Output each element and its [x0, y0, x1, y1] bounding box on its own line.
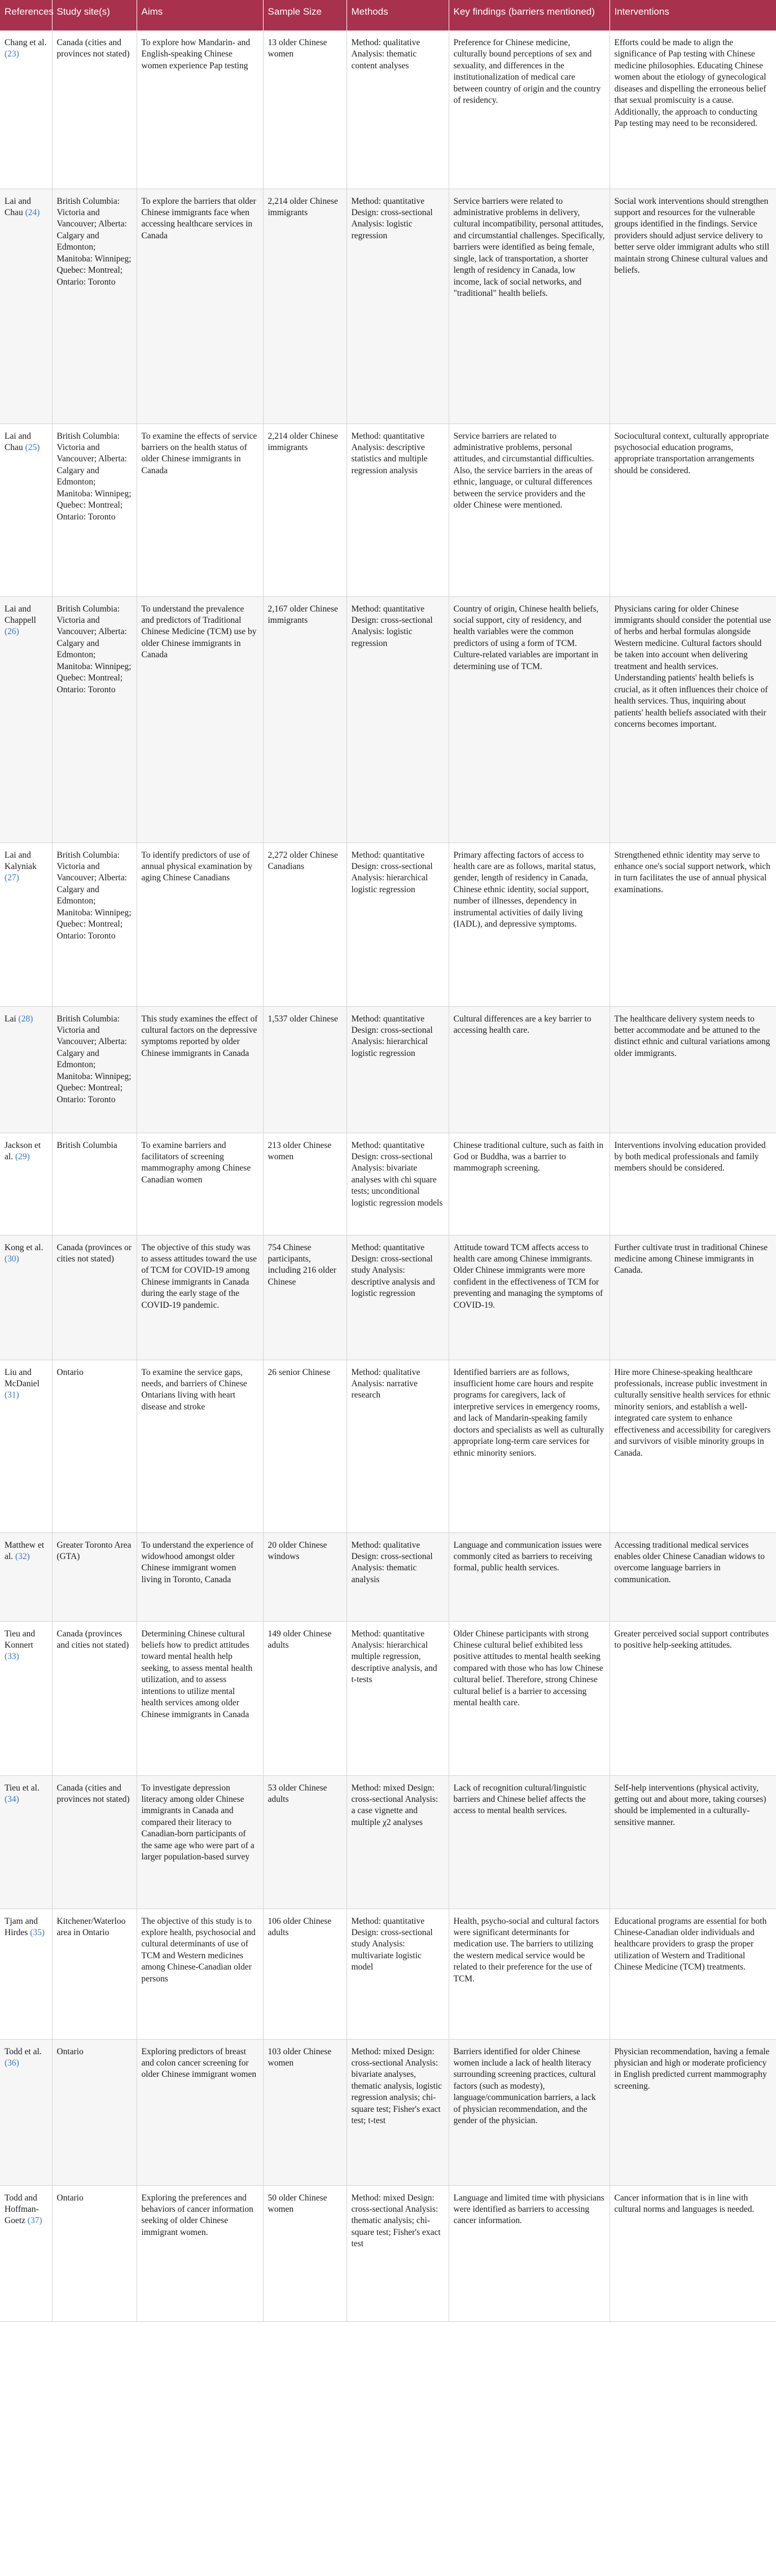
header-study-sites: Study site(s)	[52, 0, 137, 30]
cell-study-site: Kitchener/Waterloo area in Ontario	[52, 1909, 137, 2039]
citation-link[interactable]: (29)	[15, 1151, 30, 1162]
reference-name: Lai and Kalyniak	[5, 850, 37, 871]
cell-key-findings: Identified barriers are as follows, insufficient home care hours and respite programs for caregivers, lack of interpretive services in emergency rooms, and lack of Mandarin-speaking family doctors and specialists as well as culturally appropriate long-term care services for ethnic minority seniors.	[449, 1360, 610, 1532]
citation-link[interactable]: (32)	[15, 1551, 30, 1561]
table-header	[0, 0, 776, 30]
cell-study-site: Canada (cities and provinces not stated)	[52, 1775, 137, 1909]
cell-reference	[0, 189, 52, 423]
header-methods: Methods	[347, 0, 449, 30]
citation-link[interactable]: (30)	[5, 1254, 19, 1264]
cell-methods: Method: quantitative Design: cross-sectional Analysis: hierarchical logistic regression	[347, 842, 449, 1006]
cell-methods: Method: quantitative Design: cross-sectional Analysis: bivariate analyses with chi square tests; unconditional logistic regression models	[347, 1133, 449, 1235]
table-row	[0, 30, 776, 189]
table-row	[0, 1909, 776, 2039]
cell-aims: To explore the barriers that older Chinese immigrants face when accessing healthcare services in Canada	[137, 189, 263, 423]
cell-key-findings: Older Chinese participants with strong Chinese cultural belief exhibited less positive attitudes to mental health seeking compared with those who has low Chinese cultural belief. Therefore, strong Chinese cultural belief is a barrier to accessing mental health care.	[449, 1621, 610, 1775]
citation-link[interactable]: (33)	[5, 1652, 19, 1662]
table-row	[0, 596, 776, 842]
cell-study-site: Ontario	[52, 1360, 137, 1532]
reference-name: Lai and Chau	[5, 196, 31, 217]
cell-aims: The objective of this study was to assess attitudes toward the use of TCM for COVID-19 among Chinese immigrants in Canada during the early stage of the COVID-19 pandemic.	[137, 1235, 263, 1360]
cell-interventions: Greater perceived social support contributes to positive help-seeking attitudes.	[610, 1621, 776, 1775]
table-row	[0, 1360, 776, 1532]
cell-sample-size: 2,167 older Chinese immigrants	[263, 596, 347, 842]
cell-interventions: Sociocultural context, culturally appropriate psychosocial education programs, appropriate transportation arrangements should be considered.	[610, 423, 776, 596]
header-references: References	[0, 0, 52, 30]
cell-aims: The objective of this study is to explore health, psychosocial and cultural determinants of use of TCM and Western medicines among Chinese-Canadian older persons	[137, 1909, 263, 2039]
cell-reference	[0, 1006, 52, 1133]
cell-methods: Method: quantitative Design: cross-sectional Analysis: logistic regression	[347, 189, 449, 423]
cell-sample-size: 53 older Chinese adults	[263, 1775, 347, 1909]
cell-sample-size: 2,214 older Chinese immigrants	[263, 423, 347, 596]
cell-interventions: Physicians caring for older Chinese immigrants should consider the potential use of herbs and herbal formulas alongside Western medicine. Cultural factors should be taken into account when delivering treatment and health services. Understanding patients' health beliefs is crucial, as it often influences their choice of health services. Thus, inquiring about patients' health beliefs associated with their concerns becomes important.	[610, 596, 776, 842]
reference-name: Lai	[5, 1014, 16, 1024]
table-row	[0, 1621, 776, 1775]
cell-methods: Method: quantitative Design: cross-sectional study Analysis: multivariate logistic model	[347, 1909, 449, 2039]
cell-sample-size: 149 older Chinese adults	[263, 1621, 347, 1775]
cell-interventions: Social work interventions should strengthen support and resources for the vulnerable groups identified in the findings. Service providers should adjust service delivery to better serve older immigrant adults who still maintain strong Chinese cultural values and beliefs.	[610, 189, 776, 423]
reference-name: Liu and McDaniel	[5, 1367, 40, 1389]
cell-interventions: Educational programs are essential for both Chinese-Canadian older individuals and healthcare providers to grasp the proper utilization of Western and Traditional Chinese Medicine (TCM) treatments.	[610, 1909, 776, 2039]
cell-reference	[0, 1909, 52, 2039]
cell-methods: Method: mixed Design: cross-sectional Analysis: a case vignette and multiple χ2 analyses	[347, 1775, 449, 1909]
citation-link[interactable]: (23)	[5, 49, 19, 59]
cell-reference	[0, 1133, 52, 1235]
reference-name: Matthew et al.	[5, 1540, 45, 1561]
cell-methods: Method: qualitative Analysis: narrative research	[347, 1360, 449, 1532]
cell-sample-size: 2,214 older Chinese immigrants	[263, 189, 347, 423]
table-row	[0, 1006, 776, 1133]
table-row	[0, 2185, 776, 2321]
cell-sample-size: 2,272 older Chinese Canadians	[263, 842, 347, 1006]
cell-reference	[0, 1775, 52, 1909]
cell-study-site: Ontario	[52, 2185, 137, 2321]
cell-aims: To understand the prevalence and predictors of Traditional Chinese Medicine (TCM) use by older Chinese immigrants in Canada	[137, 596, 263, 842]
reference-name: Tjam and Hirdes	[5, 1916, 38, 1937]
citation-link[interactable]: (35)	[30, 1927, 45, 1937]
header-key-findings: Key findings (barriers mentioned)	[449, 0, 610, 30]
cell-sample-size: 1,537 older Chinese	[263, 1006, 347, 1133]
table-row	[0, 1133, 776, 1235]
cell-study-site: British Columbia: Victoria and Vancouver; Alberta: Calgary and Edmonton; Manitoba: Winnipeg; Quebec: Montreal; Ontario: Toronto	[52, 842, 137, 1006]
table-row	[0, 842, 776, 1006]
cell-aims: To examine the effects of service barriers on the health status of older Chinese immigrants in Canada	[137, 423, 263, 596]
cell-reference	[0, 1235, 52, 1360]
cell-key-findings: Chinese traditional culture, such as faith in God or Buddha, was a barrier to mammograph screening.	[449, 1133, 610, 1235]
cell-key-findings: Language and communication issues were commonly cited as barriers to receiving formal, public health services.	[449, 1532, 610, 1621]
table-row	[0, 189, 776, 423]
reference-name: Todd et al.	[5, 2046, 42, 2057]
cell-key-findings: Primary affecting factors of access to health care are as follows, marital status, gender, length of residency in Canada, Chinese ethnic identity, social support, number of illnesses, dependency in instrumental activities of daily living (IADL), and depressive symptoms.	[449, 842, 610, 1006]
cell-sample-size: 13 older Chinese women	[263, 30, 347, 189]
cell-reference	[0, 596, 52, 842]
cell-aims: Determining Chinese cultural beliefs how to predict attitudes toward mental health help seeking, to assess mental health utilization, and to assess intentions to utilize mental health services among older Chinese immigrants in Canada	[137, 1621, 263, 1775]
cell-study-site: Greater Toronto Area (GTA)	[52, 1532, 137, 1621]
cell-reference	[0, 423, 52, 596]
reference-name: Chang et al.	[5, 38, 47, 47]
table-row	[0, 2039, 776, 2185]
citation-link[interactable]: (37)	[27, 2216, 42, 2226]
cell-methods: Method: quantitative Analysis: descriptive statistics and multiple regression analysis	[347, 423, 449, 596]
cell-reference	[0, 1360, 52, 1532]
table-row	[0, 1235, 776, 1360]
cell-interventions: Further cultivate trust in traditional Chinese medicine among Chinese immigrants in Canada.	[610, 1235, 776, 1360]
cell-study-site: Canada (provinces and cities not stated)	[52, 1621, 137, 1775]
header-interventions: Interventions	[610, 0, 776, 30]
cell-reference	[0, 2039, 52, 2185]
cell-sample-size: 103 older Chinese women	[263, 2039, 347, 2185]
cell-methods: Method: mixed Design: cross-sectional Analysis: thematic analysis; chi-square test; Fisher's exact test	[347, 2185, 449, 2321]
header-row	[0, 0, 776, 30]
citation-link[interactable]: (26)	[5, 627, 19, 637]
reference-name: Tieu et al.	[5, 1783, 40, 1793]
cell-study-site: British Columbia: Victoria and Vancouver; Alberta: Calgary and Edmonton; Manitoba: Winnipeg; Quebec: Montreal; Ontario: Toronto	[52, 596, 137, 842]
cell-aims: Exploring predictors of breast and colon cancer screening for older Chinese immigrant women	[137, 2039, 263, 2185]
table-row	[0, 1775, 776, 1909]
cell-key-findings: Language and limited time with physicians were identified as barriers to accessing cancer information.	[449, 2185, 610, 2321]
cell-interventions: Self-help interventions (physical activity, getting out and about more, taking courses) should be implemented in a culturally-sensitive manner.	[610, 1775, 776, 1909]
cell-interventions: Cancer information that is in line with cultural norms and languages is needed.	[610, 2185, 776, 2321]
reference-name: Jackson et al.	[5, 1140, 41, 1162]
header-sample-size: Sample Size	[263, 0, 347, 30]
cell-methods: Method: qualitative Design: cross-sectional Analysis: thematic analysis	[347, 1532, 449, 1621]
reference-name: Lai and Chau	[5, 431, 31, 452]
cell-reference	[0, 842, 52, 1006]
cell-sample-size: 754 Chinese participants, including 216 older Chinese	[263, 1235, 347, 1360]
cell-aims: To explore how Mandarin- and English-speaking Chinese women experience Pap testing	[137, 30, 263, 189]
cell-aims: Exploring the preferences and behaviors of cancer information seeking of older Chinese immigrant women.	[137, 2185, 263, 2321]
cell-reference	[0, 30, 52, 189]
cell-aims: To understand the experience of widowhood amongst older Chinese immigrant women living in Toronto, Canada	[137, 1532, 263, 1621]
cell-methods: Method: quantitative Design: cross-sectional study Analysis: descriptive analysis and logistic regression	[347, 1235, 449, 1360]
cell-aims: To examine the service gaps, needs, and barriers of Chinese Ontarians living with heart disease and stroke	[137, 1360, 263, 1532]
header-aims: Aims	[137, 0, 263, 30]
cell-sample-size: 106 older Chinese adults	[263, 1909, 347, 2039]
citation-link[interactable]: (31)	[5, 1390, 19, 1400]
cell-key-findings: Barriers identified for older Chinese women include a lack of health literacy surrounding screening practices, cultural factors (such as modesty), language/communication barriers, a lack of physician recommendation, and the gender of the physician.	[449, 2039, 610, 2185]
cell-methods: Method: qualitative Analysis: thematic content analyses	[347, 30, 449, 189]
table-row	[0, 1532, 776, 1621]
citation-link[interactable]: (36)	[5, 2058, 19, 2068]
cell-key-findings: Preference for Chinese medicine, culturally bound perceptions of sex and sexuality, and differences in the institutionalization of medical care between country of origin and the country of residency.	[449, 30, 610, 189]
cell-sample-size: 213 older Chinese women	[263, 1133, 347, 1235]
cell-methods: Method: quantitative Analysis: hierarchical multiple regression, descriptive analysis, and t-tests	[347, 1621, 449, 1775]
cell-interventions: Interventions involving education provided by both medical professionals and family members should be considered.	[610, 1133, 776, 1235]
cell-study-site: Canada (provinces or cities not stated)	[52, 1235, 137, 1360]
cell-reference	[0, 1532, 52, 1621]
cell-interventions: Accessing traditional medical services enables older Chinese Canadian widows to overcome language barriers in communication.	[610, 1532, 776, 1621]
citation-link[interactable]: (25)	[25, 442, 40, 452]
cell-study-site: British Columbia: Victoria and Vancouver; Alberta: Calgary and Edmonton; Manitoba: Winnipeg; Quebec: Montreal; Ontario: Toronto	[52, 423, 137, 596]
cell-reference	[0, 2185, 52, 2321]
cell-aims: To examine barriers and facilitators of screening mammography among Chinese Canadian women	[137, 1133, 263, 1235]
cell-study-site: Canada (cities and provinces not stated)	[52, 30, 137, 189]
citation-link[interactable]: (34)	[5, 1794, 19, 1804]
cell-study-site: British Columbia: Victoria and Vancouver; Alberta: Calgary and Edmonton; Manitoba: Winnipeg; Quebec: Montreal; Ontario: Toronto	[52, 1006, 137, 1133]
cell-key-findings: Cultural differences are a key barrier to accessing health care.	[449, 1006, 610, 1133]
reference-name: Todd and Hoffman-Goetz	[5, 2193, 39, 2226]
cell-sample-size: 26 senior Chinese	[263, 1360, 347, 1532]
cell-interventions: Hire more Chinese-speaking healthcare professionals, increase public investment in culturally sensitive health services for ethnic minority seniors, and establish a well-integrated care system to enhance effectiveness and accessibility for caregivers and survivors of visible minority groups in Canada.	[610, 1360, 776, 1532]
table-body	[0, 30, 776, 2321]
cell-interventions: Strengthened ethnic identity may serve to enhance one's social support network, which in turn facilitates the use of annual physical examinations.	[610, 842, 776, 1006]
cell-aims: To investigate depression literacy among older Chinese immigrants in Canada and compared their literacy to Canadian-born participants of the same age who were part of a larger population-based survey	[137, 1775, 263, 1909]
cell-key-findings: Service barriers were related to administrative problems in delivery, cultural incompatibility, personal attitudes, and circumstantial challenges. Specifically, barriers were identified as being female, single, lack of transportation, a shorter length of residency in Canada, low income, lack of social networks, and "traditional" health beliefs.	[449, 189, 610, 423]
citation-link[interactable]: (28)	[18, 1014, 33, 1024]
reference-name: Kong et al.	[5, 1242, 43, 1252]
cell-interventions: The healthcare delivery system needs to better accommodate and be attuned to the distinct ethnic and cultural variations among older immigrants.	[610, 1006, 776, 1133]
cell-sample-size: 20 older Chinese windows	[263, 1532, 347, 1621]
cell-sample-size: 50 older Chinese women	[263, 2185, 347, 2321]
cell-study-site: Ontario	[52, 2039, 137, 2185]
cell-interventions: Efforts could be made to align the significance of Pap testing with Chinese medicine philosophies. Educating Chinese women about the etiology of gynecological diseases and dispelling the erroneous belief that sexual promiscuity is a cause. Additionally, the approach to conducting Pap testing may need to be reconsidered.	[610, 30, 776, 189]
cell-methods: Method: mixed Design: cross-sectional Analysis: bivariate analyses, thematic analysis, logistic regression analysis; chi-square test; Fisher's exact test; t-test	[347, 2039, 449, 2185]
cell-study-site: British Columbia: Victoria and Vancouver; Alberta: Calgary and Edmonton; Manitoba: Winnipeg; Quebec: Montreal; Ontario: Toronto	[52, 189, 137, 423]
table-row	[0, 423, 776, 596]
cell-methods: Method: quantitative Design: cross-sectional Analysis: logistic regression	[347, 596, 449, 842]
cell-key-findings: Health, psycho-social and cultural factors were significant determinants for medication use. The barriers to utilizing the western medical service would be related to their preference for the use of TCM.	[449, 1909, 610, 2039]
cell-interventions: Physician recommendation, having a female physician and high or moderate proficiency in English predicted current mammography screening.	[610, 2039, 776, 2185]
citation-link[interactable]: (24)	[25, 207, 40, 217]
cell-aims: This study examines the effect of cultural factors on the depressive symptoms reported by older Chinese immigrants in Canada	[137, 1006, 263, 1133]
cell-key-findings: Attitude toward TCM affects access to health care among Chinese immigrants. Older Chinese immigrants were more confident in the effectiveness of TCM for preventing and managing the symptoms of COVID-19.	[449, 1235, 610, 1360]
cell-methods: Method: quantitative Design: cross-sectional Analysis: hierarchical logistic regression	[347, 1006, 449, 1133]
citation-link[interactable]: (27)	[5, 873, 19, 883]
cell-key-findings: Service barriers are related to administrative problems, personal attitudes, and circumstantial difficulties. Also, the service barriers in the areas of ethnic, language, or cultural differences between the service providers and the older Chinese were mentioned.	[449, 423, 610, 596]
cell-key-findings: Lack of recognition cultural/linguistic barriers and Chinese belief affects the access to mental health services.	[449, 1775, 610, 1909]
cell-reference	[0, 1621, 52, 1775]
cell-key-findings: Country of origin, Chinese health beliefs, social support, city of residency, and health variables were the common predictors of using a form of TCM. Culture-related variables are important in determining use of TCM.	[449, 596, 610, 842]
reference-name: Lai and Chappell	[5, 604, 36, 625]
reference-name: Tieu and Konnert	[5, 1628, 36, 1650]
cell-study-site: British Columbia	[52, 1133, 137, 1235]
cell-aims: To identify predictors of use of annual physical examination by aging Chinese Canadians	[137, 842, 263, 1006]
